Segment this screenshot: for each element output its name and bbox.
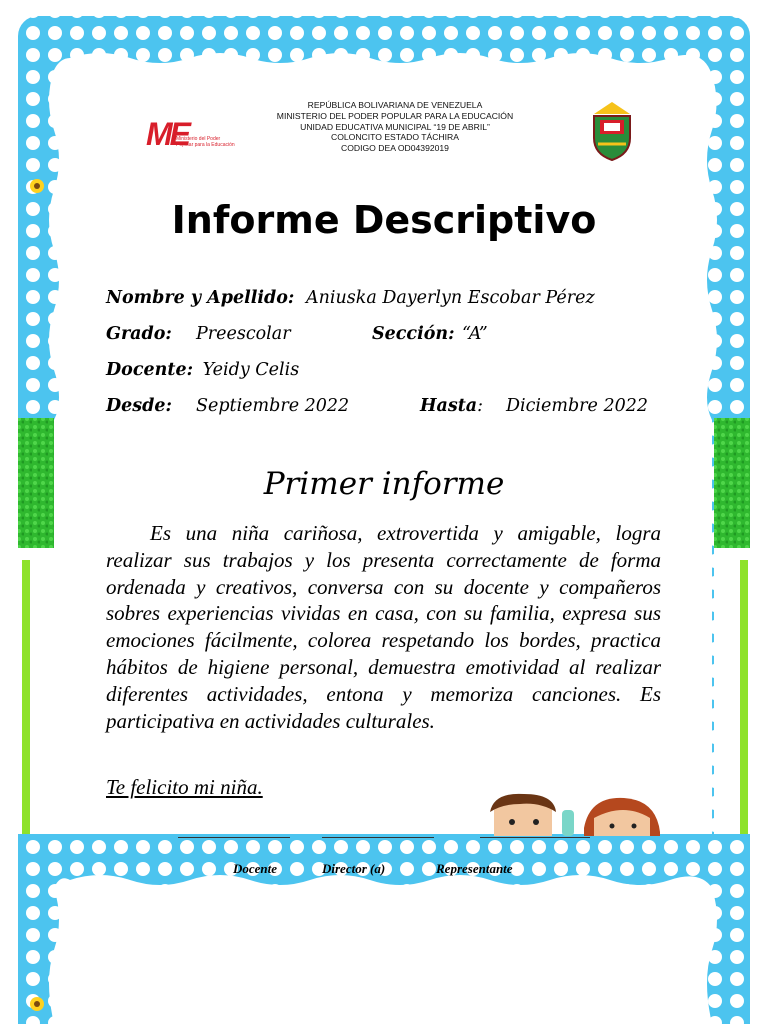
children-illustration [480,788,670,836]
header-line: UNIDAD EDUCATIVA MUNICIPAL “19 DE ABRIL” [300,121,490,132]
ministry-logo [146,114,236,156]
to-label [420,396,483,416]
teacher-label: Docente: [106,360,194,380]
sunflower-icon [30,179,44,193]
from-value: Septiembre 2022 [196,396,350,416]
signature-label-representative: Representante [436,861,513,876]
name-value: Aniuska Dayerlyn Escobar Pérez [305,288,595,308]
to-value: Diciembre 2022 [506,396,648,416]
header-line: REPÚBLICA BOLIVARIANA DE VENEZUELA [307,100,483,110]
report-body [106,520,661,734]
institution-header [230,100,560,154]
school-crest-icon [588,100,636,162]
section-label: Sección: [372,324,455,344]
teacher-row [106,360,299,380]
teacher-value: Yeidy Celis [202,360,300,380]
header-line: COLONCITO ESTADO TÁCHIRA [331,132,459,143]
grade-value: Preescolar [196,324,291,344]
header-line: MINISTERIO DEL PODER POPULAR PARA LA EDUCACIÓN [276,110,514,121]
signature-line [480,837,590,838]
logo-letters: ME [146,116,188,152]
signature-label-director: Director (a) [322,861,386,876]
report-paragraph: Es una niña cariñosa, extrovertida y amigable, logra realizar sus trabajos y los presenta correctamente de forma ordenada y creativos, conversa con su docente y compañeros sobres experiencias vividas en casa, con su familia, expresa sus emociones fácilmente, colorea respetando los bordes, practica hábitos de higiene personal, demuestra emotividad al realizar diferentes actividades, entona y memoriza canciones. Es participativa en actividades culturales. [106,521,661,733]
to-label-text: Hasta [420,396,478,416]
report-subtitle: Primer informe [263,466,505,502]
document-title: Informe Descriptivo [171,198,597,242]
section-value: “A” [462,324,488,344]
name-row [106,288,595,308]
header-line: CODIGO DEA OD04392019 [341,143,449,154]
logo-caption: Ministerio del Poder Popular para la Educación [176,136,235,148]
closing-line: Te felicito mi niña. [106,775,263,799]
sunflower-icon [30,997,44,1011]
signature-line [178,837,290,838]
from-label: Desde: [106,396,172,416]
to-label-colon: : [477,396,484,416]
signature-label-teacher: Docente [233,861,278,876]
signature-line [322,837,434,838]
name-label: Nombre y Apellido: [106,288,295,308]
grade-label: Grado: [106,324,172,344]
